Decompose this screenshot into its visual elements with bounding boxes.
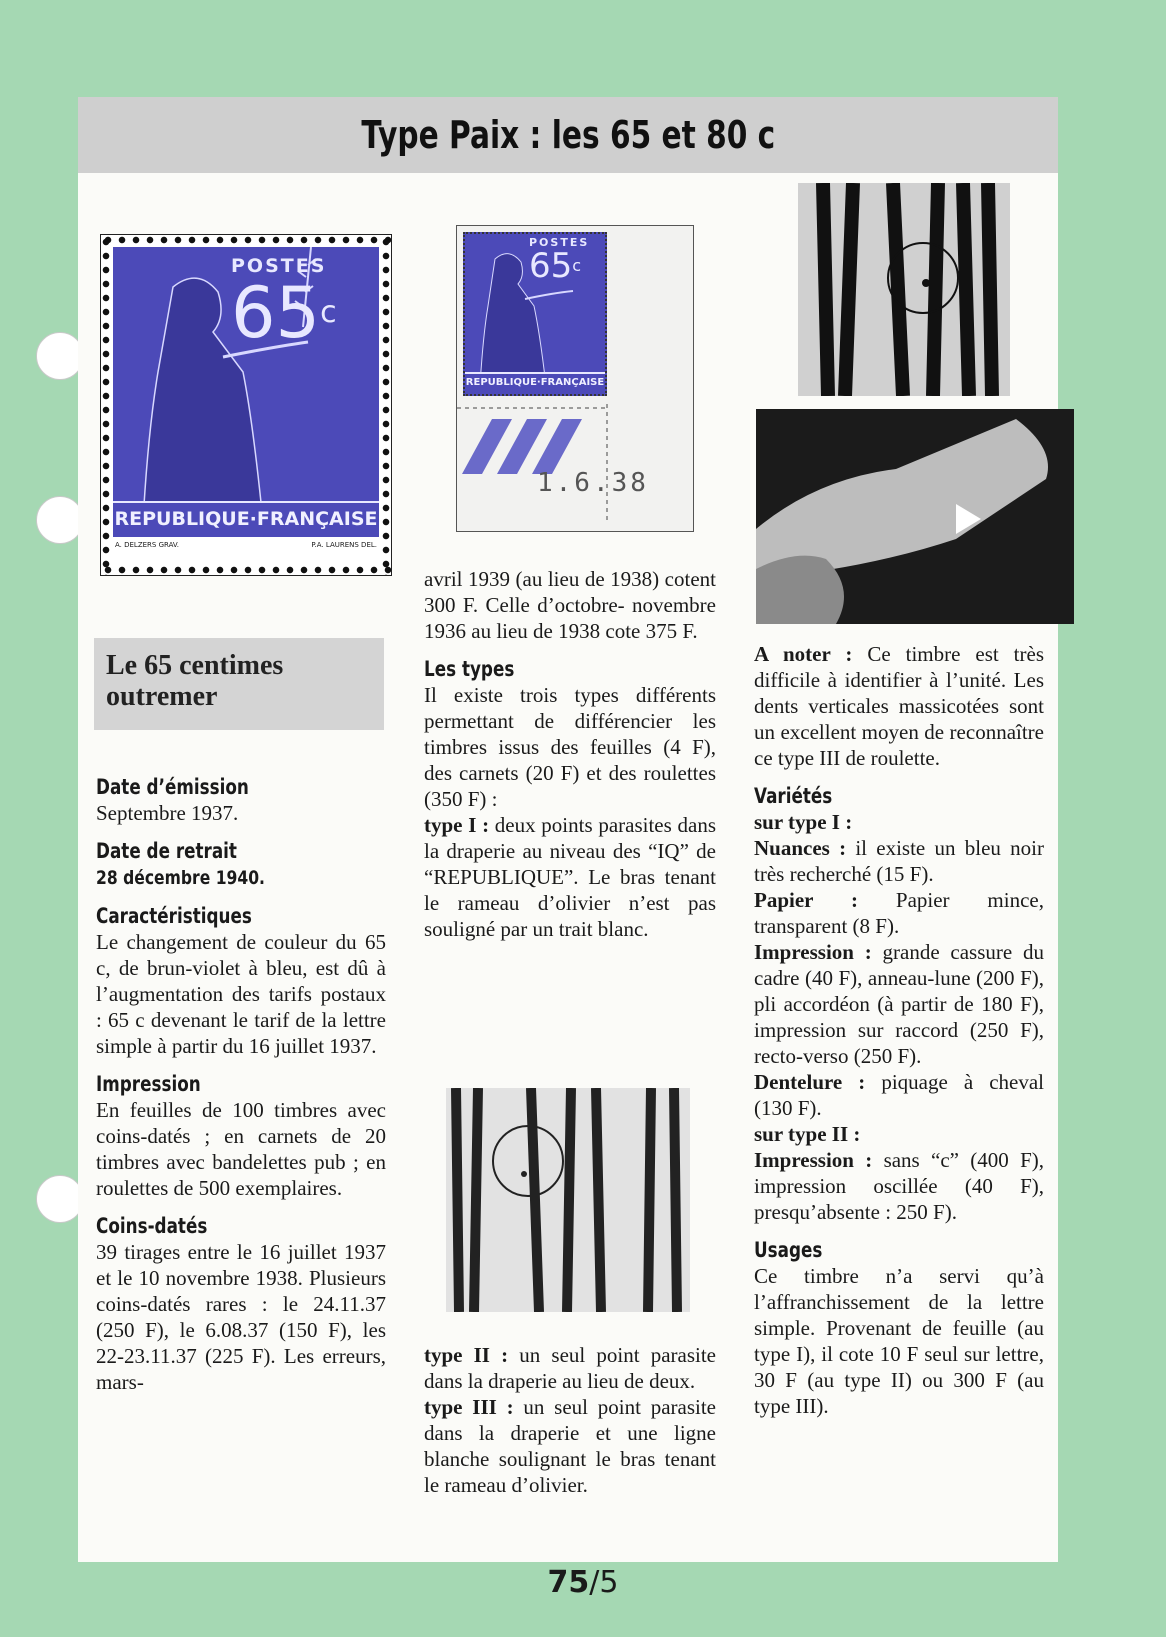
- detail-photo-type3-top: [798, 183, 1010, 396]
- type3-text: type III : un seul point parasite dans la draperie et une ligne blanche soulignant le bras tenant le rameau d’olivier.: [424, 1395, 716, 1497]
- noter-text: A noter : Ce timbre est très difficile à identifier à l’unité. Les dents verticales massicotées sont un excellent moyen de reconnaître ce type III de roulette.: [754, 642, 1044, 770]
- stamp-image-65c: [100, 234, 392, 576]
- binder-hole: [36, 332, 84, 380]
- coins-dates-text: 39 tirages entre le 16 juillet 1937 et le 10 novembre 1938. Plusieurs coins-datés rares : le 24.11.37 (250 F), le 6.08.37 (150 F), les 22-23.11.37 (225 F). Les erreurs, mars-: [96, 1240, 386, 1394]
- stamp-postes: POSTES: [529, 236, 590, 249]
- binder-hole: [36, 1175, 84, 1223]
- binder-hole: [36, 496, 84, 544]
- types-text: Il existe trois types différents permettant de différencier les timbres issus des feuilles (4 F), des carnets (20 F) et des roulettes (350 F) :: [424, 683, 716, 811]
- sur-type1-label: sur type I :: [754, 810, 853, 834]
- stamp-value: 65$^c$: [529, 246, 582, 286]
- stamp-value: 65$^c$: [231, 272, 337, 354]
- heading-caracteristiques: Caractéristiques: [96, 904, 252, 928]
- sur-type2-label: sur type II :: [754, 1122, 861, 1146]
- impression-type2-text: Impression : sans “c” (400 F), impression oscillée (40 F), presqu’absente : 250 F).: [754, 1148, 1044, 1224]
- section-subtitle: Le 65 centimes outremer: [94, 638, 384, 730]
- type1-text: type I : deux points parasites dans la draperie au niveau des “IQ” de “REPUBLIQUE”. Le bras tenant le rameau d’olivier n’est pas souligné par un trait blanc.: [424, 813, 716, 941]
- date-emission-text: Septembre 1937.: [96, 801, 239, 825]
- type2-text: type II : un seul point parasite dans la draperie au lieu de deux.: [424, 1343, 716, 1393]
- coins-dates-continued: avril 1939 (au lieu de 1938) cotent 300 F. Celle d’octobre- novembre 1936 au lieu de 1938 cote 375 F.: [424, 567, 716, 643]
- stamp-postes: POSTES: [231, 255, 327, 277]
- page-title: Type Paix : les 65 et 80 c: [361, 113, 775, 157]
- corner-date-block: [456, 225, 694, 532]
- stamp-country: REPUBLIQUE·FRANÇAISE: [465, 372, 605, 394]
- nuances-text: Nuances : il existe un bleu noir très recherché (15 F).: [754, 836, 1044, 886]
- heading-coins-dates: Coins-datés: [96, 1214, 208, 1238]
- drapery-lines: [446, 1088, 690, 1312]
- stamp-engraver-right: P.A. LAURENS DEL.: [311, 541, 377, 549]
- date-retrait-text: 28 décembre 1940.: [96, 867, 265, 889]
- heading-impression: Impression: [96, 1072, 201, 1096]
- detail-photo-type1: [446, 1088, 690, 1312]
- heading-les-types: Les types: [424, 657, 515, 681]
- impression-varietes-text: Impression : grande cassure du cadre (40 F), anneau-lune (200 F), pli accordéon (à partir de 180 F), impression sur raccord (250 F), recto-verso (250 F).: [754, 940, 1044, 1068]
- column-2-bottom: [424, 1342, 716, 1498]
- stamp-country: REPUBLIQUE·FRANÇAISE: [113, 501, 379, 537]
- corner-date: 1.6.38: [537, 468, 649, 498]
- column-2-top: [424, 566, 716, 942]
- drapery-lines: [798, 183, 1010, 396]
- dentelure-text: Dentelure : piquage à cheval (130 F).: [754, 1070, 1045, 1120]
- heading-date-retrait: Date de retrait: [96, 839, 237, 863]
- arm-detail: [756, 409, 1074, 624]
- heading-usages: Usages: [754, 1238, 823, 1262]
- stamp-engraver-left: A. DELZERS GRAV.: [115, 541, 180, 549]
- sheet-margin-stripes: [457, 404, 693, 524]
- heading-varietes: Variétés: [754, 784, 833, 808]
- title-bar: [78, 97, 1058, 173]
- page-number: 75/5: [547, 1565, 619, 1600]
- usages-text: Ce timbre n’a servi qu’à l’affranchissement de la lettre simple. Provenant de feuille (au type I), il cote 10 F seul sur lettre, 30 F (au type II) ou 300 F (au type III).: [754, 1264, 1044, 1418]
- impression-text: En feuilles de 100 timbres avec coins-datés ; en carnets de 20 timbres avec bandelettes pub ; en roulettes de 500 exemplaires.: [96, 1098, 386, 1200]
- column-3: [754, 641, 1044, 1419]
- detail-photo-type3-arm: [756, 409, 1074, 624]
- column-1: [96, 774, 386, 1395]
- papier-text: Papier : Papier mince, transparent (8 F).: [754, 888, 1044, 938]
- heading-date-emission: Date d’émission: [96, 775, 249, 799]
- caracteristiques-text: Le changement de couleur du 65 c, de brun-violet à bleu, est dû à l’augmentation des tarifs postaux : 65 c devenant le tarif de la lettre simple à partir du 16 juillet 1937.: [96, 930, 386, 1058]
